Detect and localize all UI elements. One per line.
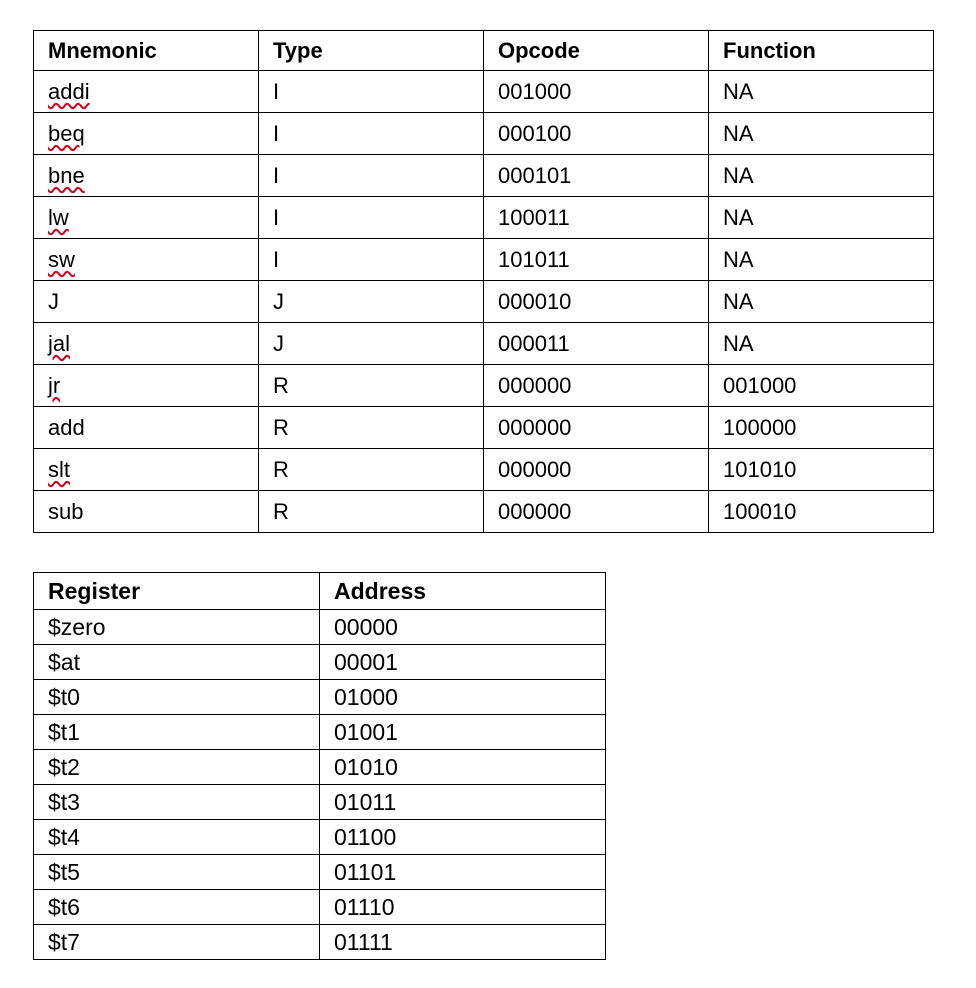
type-cell bbox=[259, 491, 484, 533]
function-cell bbox=[709, 197, 934, 239]
opcode-cell-text: 000100 bbox=[498, 120, 572, 146]
function-cell-text: NA bbox=[723, 246, 754, 272]
address-cell: 00001 bbox=[320, 645, 606, 680]
type-cell-text: I bbox=[273, 78, 280, 104]
table-row bbox=[34, 281, 934, 323]
function-cell-text: 100010 bbox=[723, 498, 797, 524]
opcode-cell bbox=[484, 281, 709, 323]
mnemonic-cell bbox=[34, 71, 259, 113]
address-cell: 01100 bbox=[320, 820, 606, 855]
opcode-cell bbox=[484, 155, 709, 197]
function-cell-text: NA bbox=[723, 330, 754, 356]
mnemonic-cell-text: add bbox=[48, 414, 85, 440]
mnemonic-cell bbox=[34, 239, 259, 281]
type-cell bbox=[259, 449, 484, 491]
opcode-cell bbox=[484, 323, 709, 365]
header-function: Function bbox=[709, 31, 934, 71]
address-cell: 01110 bbox=[320, 890, 606, 925]
table-row bbox=[34, 407, 934, 449]
table-row bbox=[34, 71, 934, 113]
type-cell bbox=[259, 365, 484, 407]
mnemonic-cell bbox=[34, 407, 259, 449]
mnemonic-cell-text: sw bbox=[48, 246, 75, 272]
register-cell: $t3 bbox=[34, 785, 320, 820]
table-row bbox=[34, 323, 934, 365]
opcode-cell bbox=[484, 71, 709, 113]
function-cell bbox=[709, 239, 934, 281]
table-row bbox=[34, 365, 934, 407]
address-cell: 01000 bbox=[320, 680, 606, 715]
register-cell: $t5 bbox=[34, 855, 320, 890]
opcode-cell-text: 001000 bbox=[498, 78, 572, 104]
mnemonic-cell bbox=[34, 365, 259, 407]
table-row bbox=[34, 155, 934, 197]
type-cell bbox=[259, 407, 484, 449]
type-cell-text: J bbox=[273, 330, 284, 356]
opcode-cell-text: 000101 bbox=[498, 162, 572, 188]
mnemonic-cell-text: jr bbox=[48, 372, 61, 398]
opcode-cell bbox=[484, 491, 709, 533]
function-cell bbox=[709, 323, 934, 365]
opcode-cell bbox=[484, 197, 709, 239]
opcode-cell bbox=[484, 449, 709, 491]
register-cell: $t0 bbox=[34, 680, 320, 715]
table-row bbox=[34, 645, 606, 680]
opcode-cell-text: 000011 bbox=[498, 330, 570, 356]
function-cell-text: NA bbox=[723, 78, 754, 104]
function-cell bbox=[709, 491, 934, 533]
table-row bbox=[34, 197, 934, 239]
mnemonic-cell-text: bne bbox=[48, 162, 85, 188]
table-row bbox=[34, 855, 606, 890]
register-table-header-row bbox=[34, 573, 606, 610]
table-row bbox=[34, 449, 934, 491]
table-row bbox=[34, 785, 606, 820]
type-cell-text: R bbox=[273, 456, 289, 482]
table-row bbox=[34, 610, 606, 645]
function-cell bbox=[709, 155, 934, 197]
mnemonic-cell-text: slt bbox=[48, 456, 70, 482]
mnemonic-cell-text: addi bbox=[48, 78, 90, 104]
table-row bbox=[34, 239, 934, 281]
register-cell: $t4 bbox=[34, 820, 320, 855]
opcode-cell-text: 000000 bbox=[498, 456, 572, 482]
function-cell-text: 101010 bbox=[723, 456, 797, 482]
mnemonic-cell bbox=[34, 491, 259, 533]
opcode-cell-text: 100011 bbox=[498, 204, 570, 230]
table-row bbox=[34, 820, 606, 855]
address-cell: 01101 bbox=[320, 855, 606, 890]
register-table bbox=[33, 572, 606, 960]
type-cell-text: I bbox=[273, 120, 280, 146]
function-cell-text: 001000 bbox=[723, 372, 797, 398]
function-cell bbox=[709, 71, 934, 113]
type-cell-text: I bbox=[273, 162, 280, 188]
header-register: Register bbox=[34, 573, 320, 610]
mnemonic-cell bbox=[34, 281, 259, 323]
opcode-cell-text: 000000 bbox=[498, 498, 572, 524]
type-cell bbox=[259, 113, 484, 155]
function-cell-text: NA bbox=[723, 204, 754, 230]
function-cell-text: 100000 bbox=[723, 414, 797, 440]
function-cell-text: NA bbox=[723, 120, 754, 146]
mnemonic-cell-text: beq bbox=[48, 120, 85, 146]
function-cell-text: NA bbox=[723, 288, 754, 314]
type-cell bbox=[259, 197, 484, 239]
opcode-cell bbox=[484, 365, 709, 407]
function-cell bbox=[709, 449, 934, 491]
function-cell bbox=[709, 365, 934, 407]
table-row bbox=[34, 750, 606, 785]
opcode-cell bbox=[484, 407, 709, 449]
header-mnemonic: Mnemonic bbox=[34, 31, 259, 71]
type-cell bbox=[259, 323, 484, 365]
opcode-cell-text: 000000 bbox=[498, 372, 572, 398]
type-cell-text: R bbox=[273, 372, 289, 398]
header-type: Type bbox=[259, 31, 484, 71]
mnemonic-cell bbox=[34, 449, 259, 491]
type-cell-text: R bbox=[273, 498, 289, 524]
header-address: Address bbox=[320, 573, 606, 610]
type-cell bbox=[259, 239, 484, 281]
address-cell: 01001 bbox=[320, 715, 606, 750]
opcode-cell-text: 000000 bbox=[498, 414, 572, 440]
instruction-table bbox=[33, 30, 934, 533]
register-cell: $t1 bbox=[34, 715, 320, 750]
opcode-cell bbox=[484, 239, 709, 281]
address-cell: 01010 bbox=[320, 750, 606, 785]
mnemonic-cell bbox=[34, 197, 259, 239]
function-cell bbox=[709, 113, 934, 155]
address-cell: 00000 bbox=[320, 610, 606, 645]
type-cell bbox=[259, 281, 484, 323]
table-row bbox=[34, 715, 606, 750]
table-row bbox=[34, 925, 606, 960]
register-cell: $t6 bbox=[34, 890, 320, 925]
register-cell: $zero bbox=[34, 610, 320, 645]
mnemonic-cell-text: lw bbox=[48, 204, 69, 230]
address-cell: 01111 bbox=[320, 925, 606, 960]
mnemonic-cell-text: sub bbox=[48, 498, 84, 524]
table-row bbox=[34, 890, 606, 925]
register-cell: $at bbox=[34, 645, 320, 680]
mnemonic-cell bbox=[34, 323, 259, 365]
table-row bbox=[34, 491, 934, 533]
type-cell-text: I bbox=[273, 246, 280, 272]
opcode-cell bbox=[484, 113, 709, 155]
type-cell-text: J bbox=[273, 288, 284, 314]
type-cell-text: R bbox=[273, 414, 289, 440]
mnemonic-cell-text: jal bbox=[48, 330, 71, 356]
table-row bbox=[34, 680, 606, 715]
register-cell: $t7 bbox=[34, 925, 320, 960]
instruction-table-header-row bbox=[34, 31, 934, 71]
opcode-cell-text: 101011 bbox=[498, 246, 570, 272]
register-cell: $t2 bbox=[34, 750, 320, 785]
function-cell bbox=[709, 407, 934, 449]
header-opcode: Opcode bbox=[484, 31, 709, 71]
mnemonic-cell-text: J bbox=[48, 288, 59, 314]
type-cell bbox=[259, 155, 484, 197]
table-row bbox=[34, 113, 934, 155]
function-cell-text: NA bbox=[723, 162, 754, 188]
mnemonic-cell bbox=[34, 113, 259, 155]
mnemonic-cell bbox=[34, 155, 259, 197]
function-cell bbox=[709, 281, 934, 323]
type-cell bbox=[259, 71, 484, 113]
type-cell-text: I bbox=[273, 204, 280, 230]
opcode-cell-text: 000010 bbox=[498, 288, 572, 314]
address-cell: 01011 bbox=[320, 785, 606, 820]
